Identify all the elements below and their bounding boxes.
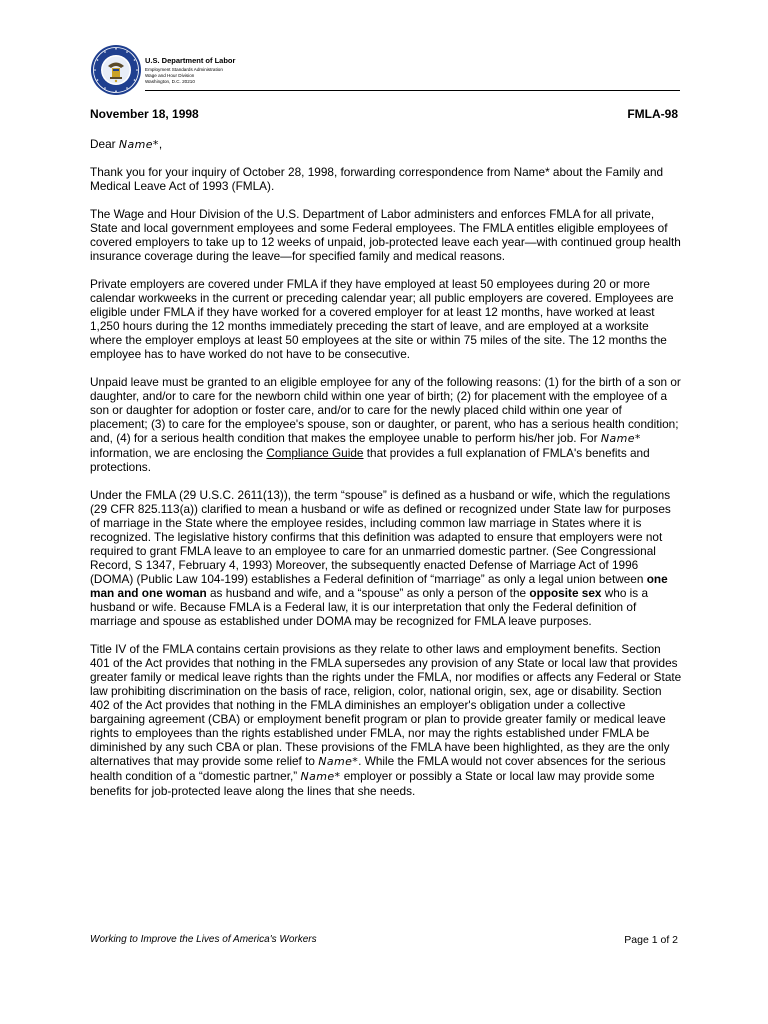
name-placeholder: Name* xyxy=(318,755,359,768)
letter-body xyxy=(90,137,682,812)
letter-date: November 18, 1998 xyxy=(90,107,199,121)
paragraph-title-iv: Title IV of the FMLA contains certain provisions as they relate to other laws and employment benefits. Section 401 of the Act provides that nothing in the FMLA supersedes any provision of any State or local law that provides greater family or medical leave rights than the rights under the FMLA, nor modifies or affects any Federal or State law prohibiting discrimination on the basis of race, religion, color, national origin, sex, age or disability. Section 402 of the Act provides that nothing in the FMLA diminishes an employer's obligation under a collective bargaining agreement (CBA) or employment benefit program or plan to provide greater family or medical leave rights to employees than the rights established under FMLA, nor may the rights established under FMLA be diminished by any such CBA or plan. These provisions of the FMLA have been highlighted, as they are the only alternatives that may provide some relief to Name*. While the FMLA would not cover absences for the serious health condition of a “domestic partner,” Name* employer or possibly a State or local law may provide some benefits for job-protected leave along the lines that she needs. xyxy=(90,642,682,798)
department-seal-icon xyxy=(90,44,142,96)
agency-line: Washington, D.C. 20210 xyxy=(145,78,195,84)
paragraph-inquiry: Thank you for your inquiry of October 28, 1998, forwarding correspondence from Name* about the Family and Medical Leave Act of 1993 (FMLA). xyxy=(90,165,664,193)
bold-phrase: one man and one woman xyxy=(90,572,668,600)
paragraph-eligibility: Private employers are covered under FMLA if they have employed at least 50 employees during 20 or more calendar workweeks in the current or preceding calendar year; all public employers are covered. Employees are eligible under FMLA if they have worked for a covered employer for at least 12 months, have worked at least 1,250 hours during the 12 months immediately preceding the start of leave, and are employed at a worksite where the employer employs at least 50 employees at the site or within 75 miles of the site. The 12 months the employee has to have worked do not have to be consecutive. xyxy=(90,277,674,361)
name-placeholder: Name* xyxy=(600,432,641,445)
agency-line: Employment Standards Administration xyxy=(145,66,223,72)
bold-phrase: opposite sex xyxy=(529,586,602,600)
agency-line: Wage and Hour Division xyxy=(145,72,195,78)
agency-name: U.S. Department of Labor xyxy=(145,56,236,65)
document-id: FMLA-98 xyxy=(627,107,678,121)
name-placeholder: Name* xyxy=(118,138,159,151)
paragraph-administration: The Wage and Hour Division of the U.S. Department of Labor administers and enforces FMLA for all private, State and local government employees and some Federal employees. The FMLA entitles eligible employees of covered employers to take up to 12 weeks of unpaid, job-protected leave each year—with continued group health insurance coverage during the leave—for specified family and medical reasons. xyxy=(90,207,681,263)
agency-block xyxy=(145,57,235,85)
footer-motto: Working to Improve the Lives of America's Workers xyxy=(90,934,317,945)
paragraph-leave-reasons: Unpaid leave must be granted to an eligible employee for any of the following reasons: (1) for the birth of a son or daughter, and/or to care for the newborn child within one year of birth; (2) for placement with the employee of a son or daughter for adoption or foster care, and/or to care for the newly placed child within one year of placement; (3) to care for the employee's spouse, son or daughter, or parent, who has a serious health condition; and, (4) for a serious health condition that makes the employee unable to perform his/her job. For Name* information, we are enclosing the Compliance Guide that provides a full explanation of FMLA's benefits and protections. xyxy=(90,375,681,474)
page-number: Page 1 of 2 xyxy=(624,934,678,946)
name-placeholder: Name* xyxy=(300,770,341,783)
salutation: Dear Name*, xyxy=(90,137,163,151)
paragraph-spouse-definition: Under the FMLA (29 U.S.C. 2611(13)), the term “spouse” is defined as a husband or wife, which the regulations (29 CFR 825.113(a)) clarified to mean a husband or wife as defined or recognized under State law for purposes of marriage in the State where the employee resides, including common law marriage in States where it is recognized. The legislative history confirms that this definition was adapted to ensure that employers were not required to grant FMLA leave to an employee to care for an unmarried domestic partner. (See Congressional Record, S 1347, February 4, 1993) Moreover, the subsequently enacted Defense of Marriage Act of 1996 (DOMA) (Public Law 104-199) establishes a Federal definition of “marriage” as only a legal union between one man and one woman as husband and wife, and a “spouse” as only a person of the opposite sex who is a husband or wife. Because FMLA is a Federal law, it is our interpretation that only the Federal definition of marriage and spouse as established under DOMA may be recognized for FMLA leave purposes. xyxy=(90,488,671,628)
letterhead-divider xyxy=(145,90,680,91)
compliance-guide-link[interactable]: Compliance Guide xyxy=(266,446,364,460)
